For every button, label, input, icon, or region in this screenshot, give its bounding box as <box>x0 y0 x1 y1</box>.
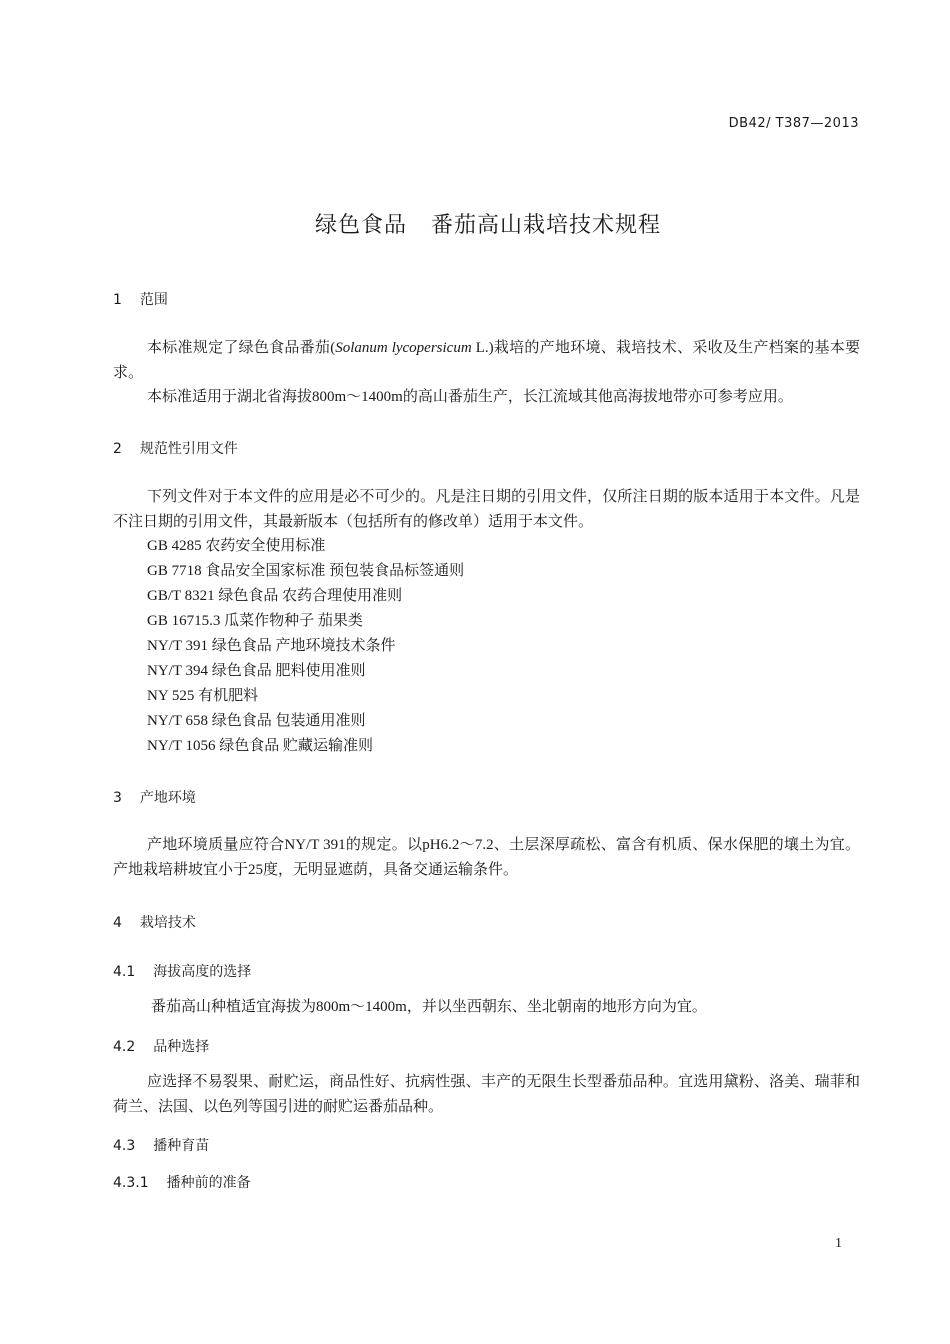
reference-item: GB/T 8321 绿色食品 农药合理使用准则 <box>147 588 403 604</box>
document-title: 绿色食品 番茄高山栽培技术规程 <box>315 213 661 238</box>
section-3-paragraph-1: 产地环境质量应符合NY/T 391的规定。以pH6.2～7.2、土层深厚疏松、富含有机质、保水保肥的壤土为宜。产地栽培耕坡宜小于25度，无明显遮荫，具备交通运输条件。 <box>113 837 860 878</box>
section-1-paragraph-2: 本标准适用于湖北省海拔800m～1400m的高山番茄生产，长江流域其他高海拔地带亦可参考应用。 <box>147 389 793 405</box>
section-4-3-heading <box>113 1135 209 1155</box>
section-4-heading <box>113 912 196 932</box>
section-number: 2 <box>113 441 122 457</box>
section-title: 播种前的准备 <box>166 1175 251 1191</box>
section-title: 海拔高度的选择 <box>153 964 252 980</box>
section-number: 4 <box>113 915 122 931</box>
latin-name: Solanum lycopersicum <box>335 340 472 356</box>
section-4-1-paragraph-1: 番茄高山种植适宜海拔为800m～1400m，并以坐西朝东、坐北朝南的地形方向为宜。 <box>151 999 707 1015</box>
reference-item: NY 525 有机肥料 <box>147 688 259 704</box>
section-title: 播种育苗 <box>153 1138 210 1154</box>
reference-item: NY/T 394 绿色食品 肥料使用准则 <box>147 663 366 679</box>
section-4-2-paragraph-1: 应选择不易裂果、耐贮运，商品性好、抗病性强、丰产的无限生长型番茄品种。宜选用黛粉、洛美、瑞菲和荷兰、法国、以色列等国引进的耐贮运番茄品种。 <box>113 1074 860 1115</box>
section-number: 3 <box>113 790 122 806</box>
section-number: 4.2 <box>113 1039 136 1055</box>
reference-item: GB 7718 食品安全国家标准 预包装食品标签通则 <box>147 563 465 579</box>
section-4-3-1-heading <box>113 1172 251 1192</box>
section-4-2-heading <box>113 1036 209 1056</box>
reference-item: GB 4285 农药安全使用标准 <box>147 538 326 554</box>
section-number: 4.3 <box>113 1138 136 1154</box>
reference-item: GB 16715.3 瓜菜作物种子 茄果类 <box>147 613 363 629</box>
reference-item: NY/T 658 绿色食品 包装通用准则 <box>147 713 366 729</box>
page-number: 1 <box>835 1236 842 1251</box>
section-3-heading <box>113 787 196 807</box>
reference-item: NY/T 391 绿色食品 产地环境技术条件 <box>147 638 396 654</box>
section-1-heading <box>113 289 168 309</box>
standard-code: DB42/ T387—2013 <box>728 116 859 131</box>
section-1-paragraph-1: 本标准规定了绿色食品番茄(Solanum lycopersicum L.)栽培的产地环境、栽培技术、采收及生产档案的基本要求。 <box>113 340 860 381</box>
section-title: 品种选择 <box>153 1039 210 1055</box>
section-number: 4.1 <box>113 964 136 980</box>
section-2-paragraph-1: 下列文件对于本文件的应用是必不可少的。凡是注日期的引用文件，仅所注日期的版本适用于本文件。凡是不注日期的引用文件，其最新版本（包括所有的修改单）适用于本文件。 <box>113 489 860 530</box>
section-title: 产地环境 <box>139 790 196 806</box>
reference-item: NY/T 1056 绿色食品 贮藏运输准则 <box>147 738 373 754</box>
section-title: 栽培技术 <box>139 915 196 931</box>
section-number: 1 <box>113 292 122 308</box>
section-title: 规范性引用文件 <box>139 441 238 457</box>
section-4-1-heading <box>113 961 251 981</box>
section-number: 4.3.1 <box>113 1175 149 1191</box>
section-2-heading <box>113 438 238 458</box>
section-title: 范围 <box>139 292 168 308</box>
